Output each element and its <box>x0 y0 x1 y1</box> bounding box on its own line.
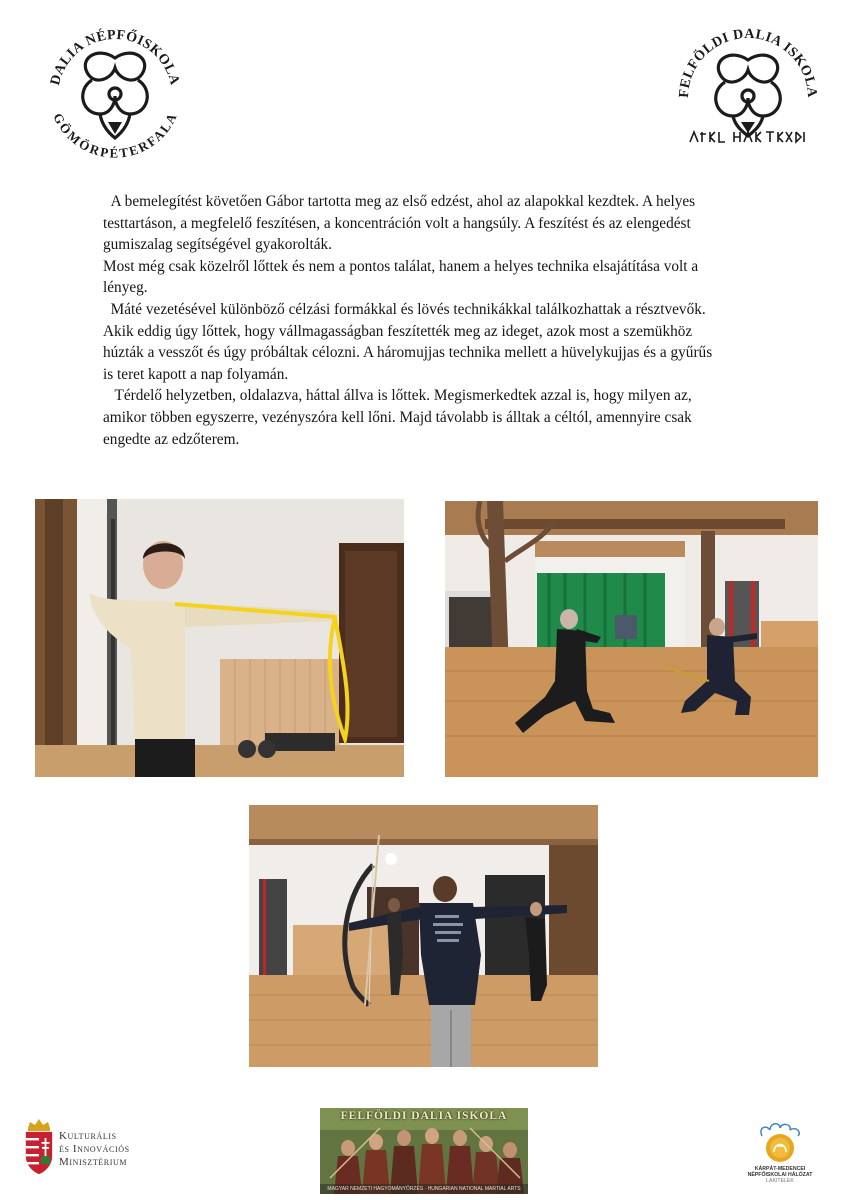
dalia-nepfoiskola-logo <box>40 18 190 168</box>
paragraph-2: Most még csak közelről lőttek és nem a pontos találat, hanem a helyes technika elsajátítása volt a lényeg. <box>103 257 699 297</box>
network-line-2: NÉPFŐISKOLAI HÁLÓZAT <box>747 1172 813 1178</box>
felfoldi-dalia-iskola-banner <box>320 1108 528 1194</box>
network-line-3: LAKITELEK <box>766 1178 794 1184</box>
karpat-medencei-nepfoiskolai-halozat-logo <box>740 1122 820 1192</box>
photo-archer-back-view <box>249 805 598 1067</box>
ministry-line-2: és Innovációs <box>59 1143 130 1155</box>
article-text <box>103 191 723 450</box>
banner-caption: MAGYAR NEMZETI HAGYOMÁNYŐRZÉS · HUNGARIAN NATIONAL MARTIAL ARTS <box>327 1186 521 1192</box>
network-name <box>740 1166 820 1184</box>
paragraph-4: Térdelő helyzetben, oldalazva, háttal állva is lőttek. Megismerkedtek azzal is, hogy milyen az, amikor többen egyszerre, vezényszóra kell lőni. Majd távolabb is álltak a céltól, amennyire csak engedte az edzőterem. <box>103 387 692 448</box>
hungarian-coat-of-arms-icon <box>22 1118 56 1180</box>
paragraph-1: A bemelegítést követően Gábor tartotta meg az első edzést, ahol az alapokkal kezdtek. A helyes testtartáson, a megfelelő feszítésen, a koncentráción volt a hangsúly. A feszítést és az elengedést gumiszalag segítségével gyakorolták. <box>103 193 696 254</box>
network-line-1: KÁRPÁT-MEDENCEI <box>754 1166 806 1172</box>
ministry-line-1: Kulturális <box>59 1130 117 1142</box>
knot-emblem-icon <box>668 18 828 168</box>
paragraph-3: Máté vezetésével különböző célzási formákkal és lövés technikákkal találkozhattak a résztvevők. Akik eddig úgy lőttek, hogy vállmagasságban feszítették meg az ideget, azok most a szemükhöz húzták a vesszőt és úgy próbáltak célozni. A háromujjas technika mellett a hüvelykujjas és a gyűrűs is teret kapott a nap folyamán. <box>103 300 713 383</box>
right-logo-top-text: FELFÖLDI DALIA ISKOLA <box>676 26 820 99</box>
ministry-logo <box>22 1118 182 1180</box>
ministry-line-3: Minisztérium <box>59 1156 128 1168</box>
knot-emblem-icon <box>40 18 190 168</box>
photo-kneeling-archers <box>445 501 818 777</box>
svg-text:FELFÖLDI DALIA ISKOLA <box>677 27 819 99</box>
left-logo-top-text: DALIA NÉPFŐISKOLA <box>48 27 182 87</box>
left-logo-bottom-text: GÖMÖRPÉTERFALA <box>50 110 180 161</box>
network-emblem-icon <box>740 1122 820 1166</box>
ministry-name <box>59 1130 130 1169</box>
svg-text:GÖMÖRPÉTERFALA <box>50 111 179 161</box>
banner-title: FELFÖLDI DALIA ISKOLA <box>340 1110 508 1122</box>
felfoldi-dalia-iskola-logo <box>668 18 828 168</box>
photo-stretching-rubber-band <box>35 499 404 777</box>
